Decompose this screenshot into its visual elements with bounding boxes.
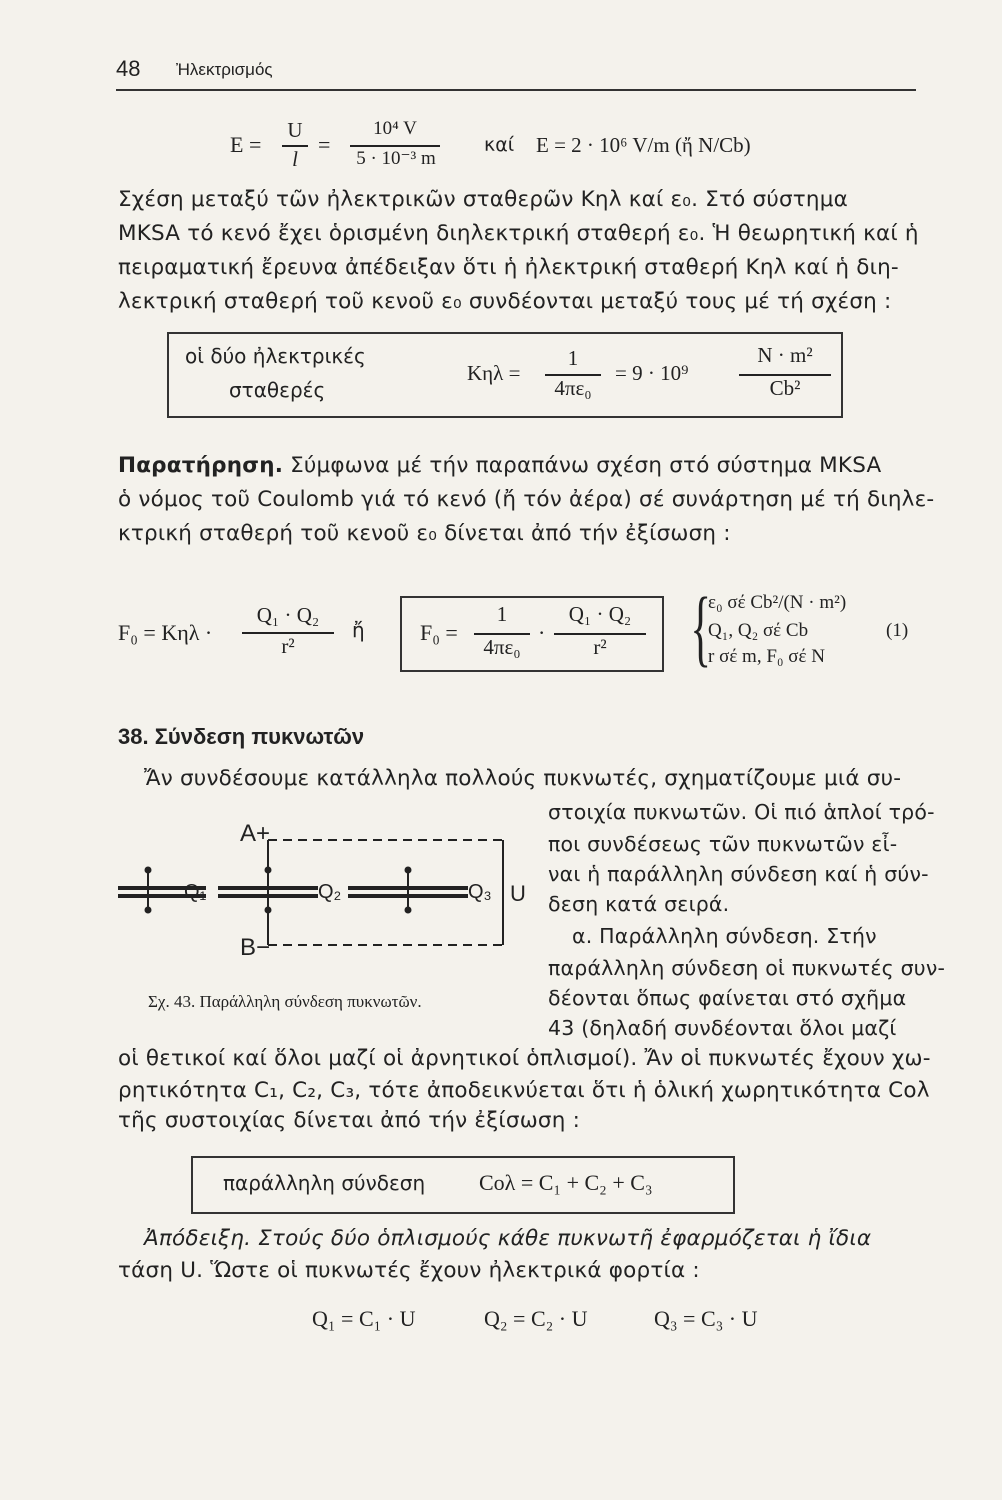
charge-q1: Q₁ = C₁ · U	[312, 1306, 416, 1331]
coulomb-box	[400, 596, 664, 672]
fig-label-a: A+	[240, 820, 271, 847]
eq-e-frac1-den: l	[292, 147, 298, 171]
para1-line-1: Σχέση μεταξύ τῶν ἠλεκτρικῶν σταθερῶν Kηλ καί ε₀. Στό σύστημα	[118, 187, 849, 212]
coulomb-q-den: r²	[281, 634, 295, 658]
section-line-2: ρητικότητα C₁, C₂, C₃, τότε ἀποδεικνύεται ὅτι ἡ ὁλική χωρητικότητα Cολ	[118, 1078, 930, 1103]
section-title: 38. Σύνδεση πυκνωτῶν	[118, 724, 365, 749]
coulomb-or: ἤ	[352, 618, 365, 642]
eq-e-frac1-num: U	[287, 118, 303, 142]
coulomb-lhs: F₀ = Kηλ ·	[118, 620, 213, 645]
fig-label-q3: Q₃	[468, 881, 492, 903]
coulomb-brace: {	[690, 579, 711, 675]
fig-label-q2: Q₂	[318, 881, 342, 903]
coulomb-box-dot: ·	[538, 620, 546, 645]
coulomb-eq-number: (1)	[886, 620, 909, 641]
box1-k: Kηλ =	[467, 361, 521, 385]
coulomb-unit-1: ε₀ σέ Cb²/(N · m²)	[708, 592, 847, 613]
para2-heading: Παρατήρηση.	[118, 453, 284, 478]
eq-e-and: καί	[484, 134, 515, 156]
para2-line-1-text: Σύμφωνα μέ τήν παραπάνω σχέση στό σύστημα MKSA	[290, 453, 882, 478]
para2-line-1	[118, 453, 881, 478]
right-line-4: δεση κατά σειρά.	[548, 892, 730, 916]
coulomb-box-num: 1	[496, 602, 508, 626]
box2-label: παράλληλη σύνδεση	[223, 1171, 426, 1195]
coulomb-unit-3: r σέ m, F₀ σέ N	[708, 646, 825, 667]
eq-e-lhs: E =	[230, 132, 262, 157]
charge-q3: Q₃ = C₃ · U	[654, 1306, 758, 1331]
figure-43	[118, 810, 538, 990]
section-line-1: οἱ θετικοί καί ὅλοι μαζί οἱ ἀρνητικοί ὁπλισμοί). Ἄν οἱ πυκνωτές ἔχουν χω-	[118, 1046, 931, 1071]
coulomb-box-qnum: Q₁ · Q₂	[568, 602, 632, 626]
eq-e-frac2-num: 10⁴ V	[373, 118, 417, 139]
running-title: Ἠλεκτρισμός	[176, 60, 273, 79]
box1-unit-num: N · m²	[757, 343, 813, 367]
right-line-8: 43 (δηλαδή συνδέονται ὅλοι μαζί	[548, 1016, 897, 1040]
box1-label-2: σταθερές	[229, 378, 326, 402]
coulomb-q-num: Q₁ · Q₂	[256, 603, 320, 627]
parallel-formula-box	[191, 1156, 735, 1214]
box1-frac-den: 4πε₀	[554, 376, 592, 400]
proof-line-2: τάση U. Ὥστε οἱ πυκνωτές ἔχουν ἠλεκτρικά φορτία :	[118, 1258, 700, 1283]
fig-label-b: B−	[240, 934, 271, 961]
page-number: 48	[116, 56, 141, 81]
fig-label-q1: Q₁	[184, 881, 207, 903]
eq-e-eq2: =	[318, 132, 331, 157]
right-line-6: παράλληλη σύνδεση οἱ πυκνωτές συν-	[548, 956, 946, 980]
charge-q2: Q₂ = C₂ · U	[484, 1306, 588, 1331]
right-line-7: δέονται ὅπως φαίνεται στό σχῆμα	[548, 986, 907, 1010]
proof-line-1: Ἀπόδειξη. Στούς δύο ὁπλισμούς κάθε πυκνωτῆ ἐφαρμόζεται ἡ ἴδια	[144, 1226, 872, 1251]
box1-unit-den: Cb²	[769, 376, 801, 400]
para1-line-3: πειραματική ἔρευνα ἀπέδειξαν ὅτι ἡ ἠλεκτρική σταθερή Kηλ καί ἡ διη-	[118, 255, 899, 280]
para2-line-3: κτρική σταθερή τοῦ κενοῦ ε₀ δίνεται ἀπό τήν ἐξίσωση :	[118, 521, 731, 546]
coulomb-box-qden: r²	[593, 635, 607, 659]
para1-line-4: λεκτρική σταθερή τοῦ κενοῦ ε₀ συνδέονται μεταξύ τους μέ τή σχέση :	[118, 289, 892, 314]
figure-caption: Σχ. 43. Παράλληλη σύνδεση πυκνωτῶν.	[148, 992, 422, 1011]
coulomb-box-lhs: F₀ =	[420, 620, 458, 645]
coulomb-box-den: 4πε₀	[483, 635, 521, 659]
right-line-3: ναι ἡ παράλληλη σύνδεση καί ἡ σύν-	[548, 862, 929, 886]
box1-mid: = 9 · 10⁹	[615, 361, 689, 385]
para1-line-2: MKSA τό κενό ἔχει ὁρισμένη διηλεκτρική σταθερή ε₀. Ἡ θεωρητική καί ἡ	[118, 221, 919, 246]
section-line-3: τῆς συστοιχίας δίνεται ἀπό τήν ἐξίσωση :	[118, 1108, 581, 1133]
constants-box	[167, 332, 843, 418]
para2-line-2: ὁ νόμος τοῦ Coulomb γιά τό κενό (ἤ τόν ἀέρα) σέ συνάρτηση μέ τή διηλε-	[118, 487, 935, 512]
right-line-5: α. Παράλληλη σύνδεση. Στήν	[572, 924, 877, 948]
header-rule	[116, 89, 916, 91]
right-line-1: στοιχία πυκνωτῶν. Οἱ πιό ἁπλοί τρό-	[548, 800, 935, 824]
right-line-2: ποι συνδέσεως τῶν πυκνωτῶν εἶ-	[548, 832, 898, 856]
fig-label-u: U	[510, 881, 526, 906]
eq-e-frac2-den: 5 · 10⁻³ m	[356, 148, 436, 169]
coulomb-unit-2: Q₁, Q₂ σέ Cb	[708, 620, 809, 641]
eq-e-result: E = 2 · 10⁶ V/m (ἤ N/Cb)	[536, 133, 751, 157]
box1-label-1: οἱ δύο ἠλεκτρικές	[185, 344, 366, 368]
box2-formula: Cολ = C₁ + C₂ + C₃	[479, 1170, 653, 1195]
section-intro: Ἄν συνδέσουμε κατάλληλα πολλούς πυκνωτές, σχηματίζουμε μιά συ-	[144, 766, 902, 791]
box1-frac-num: 1	[567, 346, 579, 370]
